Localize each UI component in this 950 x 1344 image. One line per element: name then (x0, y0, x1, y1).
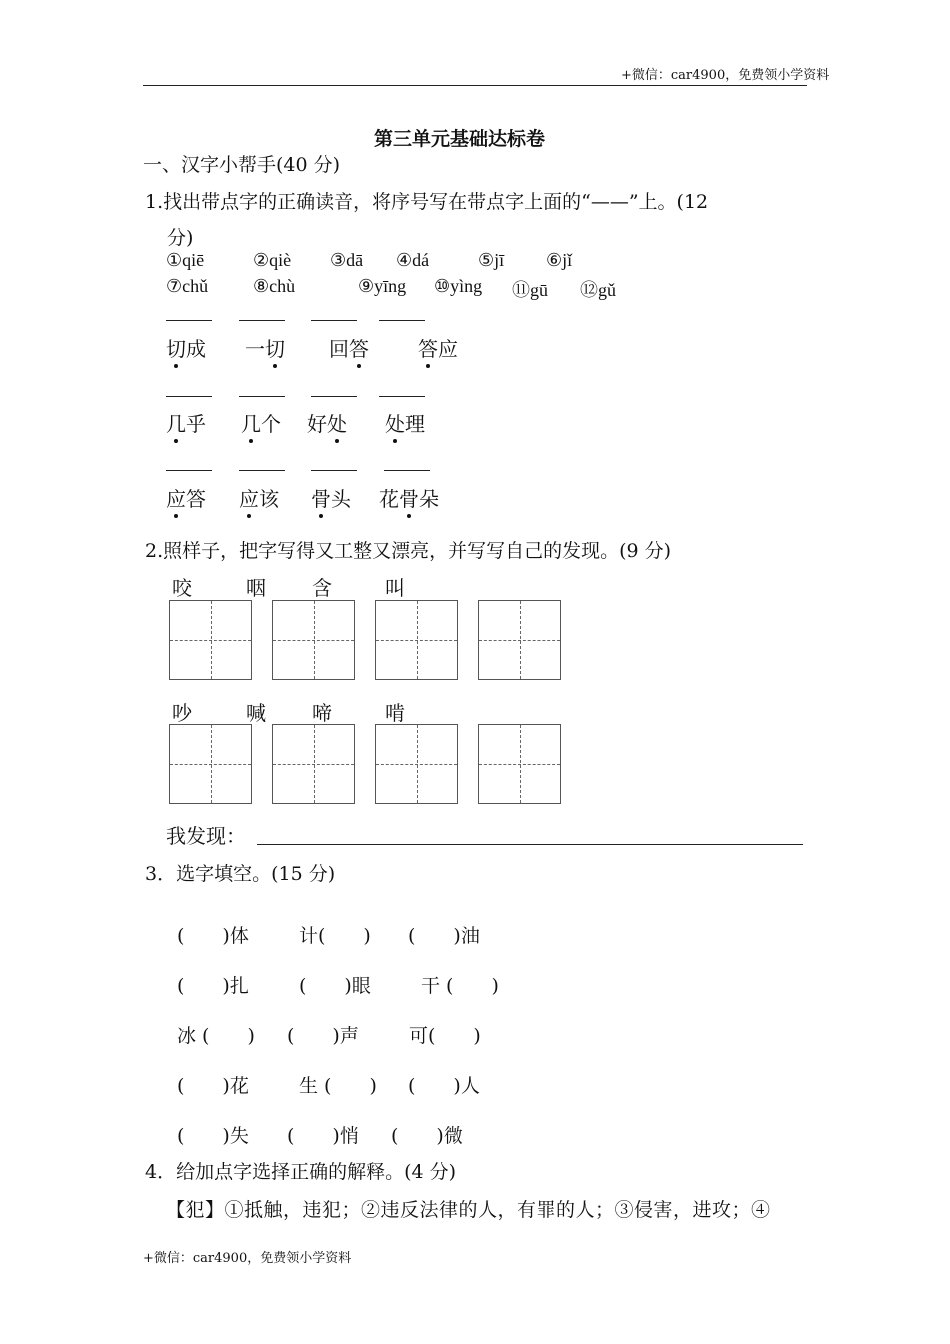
option-5: ⑤jī (478, 250, 505, 270)
answer-blank[interactable] (311, 320, 357, 321)
dotted-char: 几 (241, 412, 261, 436)
option-1: ①qiē (166, 250, 205, 270)
dotted-char: 骨 (399, 487, 419, 511)
word-item: 一切 (245, 337, 285, 361)
writing-grid[interactable] (169, 600, 252, 680)
q3-prompt: 3．选字填空。(15 分) (145, 863, 336, 885)
option-7: ⑦chǔ (166, 276, 209, 296)
answer-blank[interactable] (166, 320, 212, 321)
fill-item[interactable]: ( )油 (408, 925, 480, 947)
answer-blank[interactable] (239, 470, 285, 471)
page-title: 第三单元基础达标卷 (374, 128, 546, 150)
word-item: 应该 (239, 487, 279, 511)
fill-item[interactable]: 计( ) (299, 925, 371, 947)
q2-prompt: 2.照样子，把字写得又工整又漂亮，并写写自己的发现。(9 分) (145, 540, 672, 562)
sample-char: 咬 (172, 576, 192, 600)
fill-item[interactable]: ( )声 (287, 1025, 359, 1047)
sample-char: 啃 (385, 701, 405, 725)
writing-grid[interactable] (375, 724, 458, 804)
option-12: ⑫gǔ (580, 280, 616, 300)
option-2: ②qiè (253, 250, 292, 270)
dotted-char: 处 (385, 412, 405, 436)
option-6: ⑥jǐ (546, 250, 573, 270)
dotted-char: 切 (166, 337, 186, 361)
fill-item[interactable]: ( )体 (177, 925, 249, 947)
fill-item[interactable]: 干 ( ) (421, 975, 499, 997)
word-item: 几个 (241, 412, 281, 436)
answer-blank[interactable] (384, 470, 430, 471)
answer-blank[interactable] (166, 396, 212, 397)
footer-note: +微信：car4900，免费领小学资料 (143, 1251, 352, 1266)
word-item: 答应 (418, 337, 458, 361)
fill-item[interactable]: 可( ) (409, 1025, 481, 1047)
sample-char: 喊 (246, 701, 266, 725)
dotted-char: 几 (166, 412, 186, 436)
answer-blank[interactable] (311, 396, 357, 397)
word-item: 应答 (166, 487, 206, 511)
dotted-char: 答 (349, 337, 369, 361)
fill-item[interactable]: ( )人 (408, 1075, 480, 1097)
sample-char: 吵 (172, 701, 192, 725)
writing-grid[interactable] (478, 600, 561, 680)
answer-blank[interactable] (379, 396, 425, 397)
option-9: ⑨yīng (358, 276, 407, 296)
dotted-char: 骨 (311, 487, 331, 511)
writing-grid[interactable] (272, 724, 355, 804)
discovery-label: 我发现： (166, 824, 246, 848)
writing-grid[interactable] (169, 724, 252, 804)
sample-char: 咽 (246, 576, 266, 600)
word-item: 花骨朵 (379, 487, 439, 511)
dotted-char: 应 (166, 487, 186, 511)
option-8: ⑧chù (253, 276, 296, 296)
discovery-answer-line[interactable] (257, 844, 803, 845)
section-heading: 一、汉字小帮手(40 分) (143, 154, 341, 176)
fill-item[interactable]: ( )悄 (287, 1125, 359, 1147)
fill-item[interactable]: ( )微 (391, 1125, 463, 1147)
option-11: ⑪gū (512, 280, 548, 300)
word-item: 好处 (307, 412, 347, 436)
word-item: 几乎 (166, 412, 206, 436)
fill-item[interactable]: ( )花 (177, 1075, 249, 1097)
writing-grid[interactable] (272, 600, 355, 680)
q4-prompt: 4．给加点字选择正确的解释。(4 分) (145, 1161, 457, 1183)
q1-prompt-line1: 1.找出带点字的正确读音，将序号写在带点字上面的“——”上。(12 (145, 191, 709, 213)
sample-char: 含 (312, 576, 332, 600)
dotted-char: 切 (265, 337, 285, 361)
option-3: ③dā (330, 250, 364, 270)
answer-blank[interactable] (311, 470, 357, 471)
answer-blank[interactable] (239, 320, 285, 321)
word-item: 处理 (385, 412, 425, 436)
writing-grid[interactable] (375, 600, 458, 680)
sample-char: 叫 (385, 576, 405, 600)
word-item: 骨头 (311, 487, 351, 511)
sample-char: 啼 (312, 701, 332, 725)
dotted-char: 答 (418, 337, 438, 361)
dotted-char: 应 (239, 487, 259, 511)
fill-item[interactable]: ( )失 (177, 1125, 249, 1147)
dotted-char: 处 (327, 412, 347, 436)
word-item: 切成 (166, 337, 206, 361)
fill-item[interactable]: ( )扎 (177, 975, 249, 997)
q4-definition: 【犯】①抵触，违犯；②违反法律的人，有罪的人；③侵害，进攻；④ (166, 1199, 771, 1221)
option-4: ④dá (396, 250, 430, 270)
answer-blank[interactable] (379, 320, 425, 321)
header-divider (143, 85, 807, 86)
writing-grid[interactable] (478, 724, 561, 804)
header-note: +微信：car4900，免费领小学资料 (621, 68, 830, 83)
answer-blank[interactable] (166, 470, 212, 471)
answer-blank[interactable] (239, 396, 285, 397)
option-10: ⑩yìng (434, 276, 483, 296)
word-item: 回答 (329, 337, 369, 361)
q1-prompt-line2: 分) (167, 227, 194, 249)
fill-item[interactable]: 冰 ( ) (177, 1025, 255, 1047)
fill-item[interactable]: ( )眼 (299, 975, 371, 997)
fill-item[interactable]: 生 ( ) (299, 1075, 377, 1097)
